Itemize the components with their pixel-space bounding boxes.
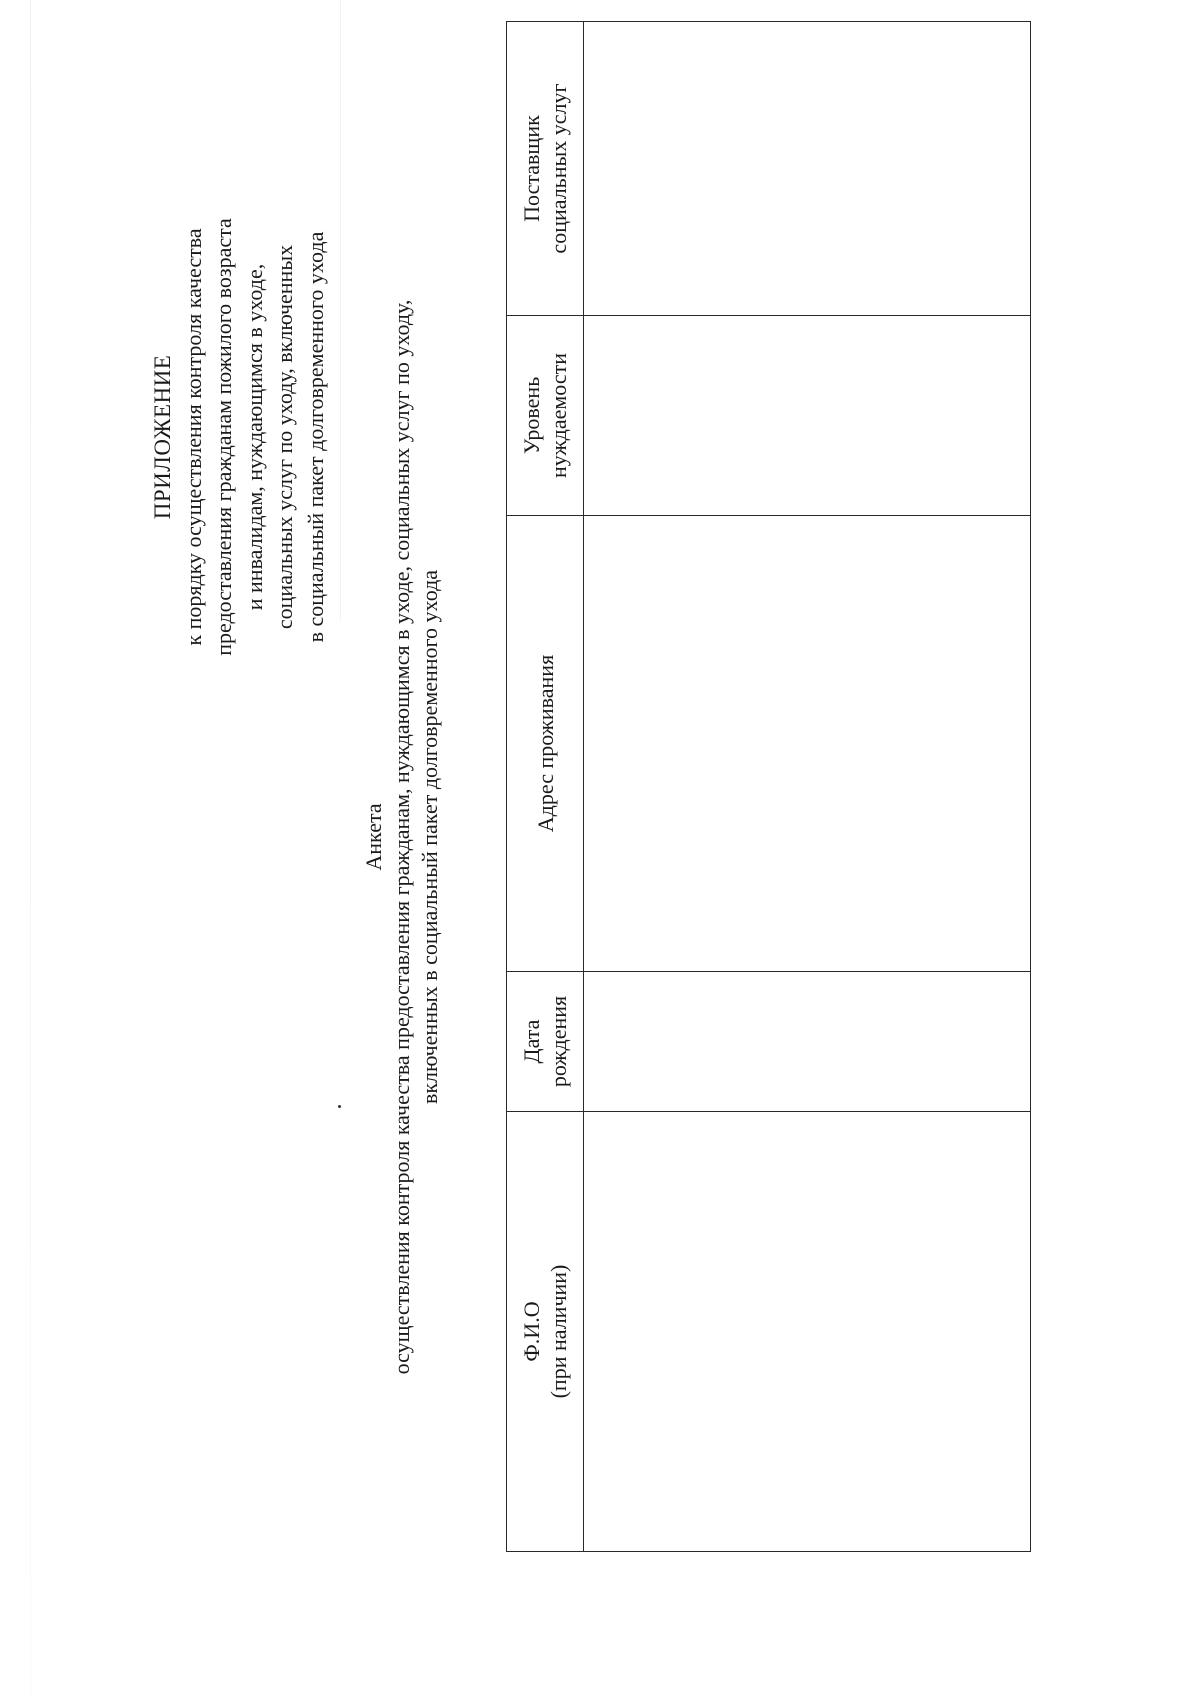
table-cell-name[interactable] — [584, 1112, 1031, 1552]
appendix-line: к порядку осуществления контроля качества — [180, 228, 206, 646]
column-header-text: Уровень — [519, 376, 544, 455]
appendix-line: социальных услуг по уходу, включенных — [272, 244, 297, 630]
column-header-text: рождения — [546, 995, 571, 1088]
column-header-text: Ф.И.О — [519, 1301, 544, 1362]
column-header-text: (при наличии) — [546, 1264, 571, 1399]
column-header-address — [507, 516, 584, 972]
appendix-line: и инвалидам, нуждающимся в уходе, — [241, 263, 267, 611]
form-title: Анкета — [361, 803, 386, 871]
column-header-need-level — [507, 316, 584, 516]
column-header-birth-date — [507, 972, 584, 1112]
form-title-block — [360, 207, 444, 1467]
table-cell-need-level[interactable] — [584, 316, 1031, 516]
survey-table-wrapper — [506, 22, 1031, 1552]
column-header-text: социальных услуг — [546, 83, 571, 254]
table-cell-birth-date[interactable] — [584, 972, 1031, 1112]
column-header-provider — [507, 22, 584, 316]
form-subtitle-line: осуществления контроля качества предоставления гражданам, нуждающимся в уходе, социальных услуг по уходу, — [389, 299, 414, 1375]
survey-table — [506, 21, 1031, 1552]
column-header-text: Адрес проживания — [532, 654, 558, 833]
appendix-line: в социальный пакет долговременного ухода — [302, 231, 328, 643]
column-header-text: нуждаемости — [546, 352, 571, 479]
table-header-row — [507, 22, 584, 1552]
form-subtitle-line: включенных в социальный пакет долговременного ухода — [417, 569, 442, 1105]
column-header-text: Поставщик — [519, 115, 544, 222]
appendix-block — [148, 177, 331, 697]
appendix-line: предоставления гражданам пожилого возраста — [211, 218, 236, 656]
table-row — [584, 22, 1031, 1552]
table-cell-address[interactable] — [584, 516, 1031, 972]
appendix-heading: ПРИЛОЖЕНИЕ — [150, 354, 175, 520]
table-cell-provider[interactable] — [584, 22, 1031, 316]
column-header-text: Дата — [519, 1019, 544, 1064]
column-header-name — [507, 1112, 584, 1552]
